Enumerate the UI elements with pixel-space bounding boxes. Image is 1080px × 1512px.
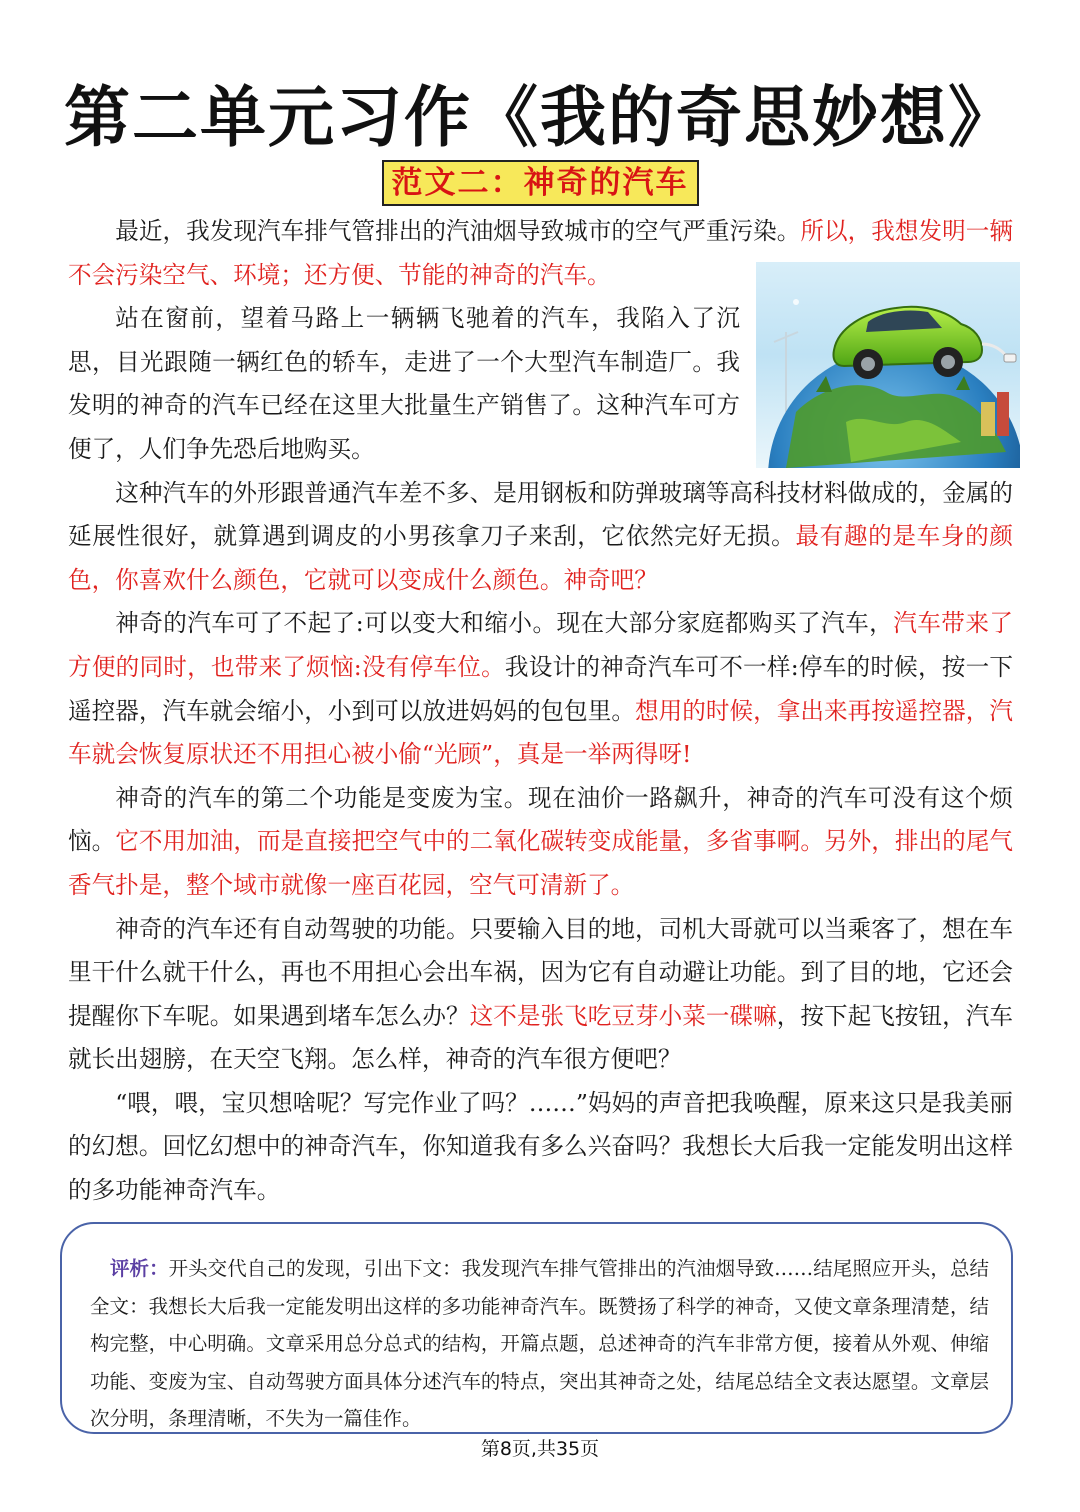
page-number: 第8页,共35页 [480, 1438, 600, 1460]
highlighted-text: 想用的时候，拿出来再按遥控器，汽车就会恢复原状还不用担心被小偷“光顾”，真是一举两得呀! [68, 696, 1014, 769]
paragraph-4 [68, 602, 1013, 776]
essay-body [68, 210, 1013, 1213]
paragraph-3 [68, 472, 1013, 603]
text: 我设计的神奇汽车可不一样:停车的时候，按一下遥控器，汽车就会缩小，小到可以放进妈妈的包包里。 [68, 652, 1013, 725]
paragraph-5 [68, 777, 1013, 908]
commentary-box [60, 1222, 1013, 1434]
commentary-label: 评析： [110, 1257, 169, 1280]
page-title: 第二单元习作《我的奇思妙想》 [64, 79, 1016, 156]
text: ，按下起飞按钮，汽车就长出翅膀，在天空飞翔。怎么样，神奇的汽车很方便吧？ [68, 1001, 1014, 1074]
text: 神奇的汽车还有自动驾驶的功能。只要输入目的地，司机大哥就可以当乘客了，想在车里干什么就干什么，再也不用担心会出车祸，因为它有自动避让功能。到了目的地，它还会提醒你下车呢。如果遇到堵车怎么办？ [68, 914, 1013, 1030]
highlighted-text: 所以，我想发明一辆不会污染空气、环境；还方便、节能的神奇的汽车。 [68, 217, 1014, 289]
commentary-text: 开头交代自己的发现，引出下文：我发现汽车排气管排出的汽油烟导致……结尾照应开头，总结全文：我想长大后我一定能发明出这样的多功能神奇汽车。既赞扬了科学的神奇，又使文章条理清楚，结构完整，中心明确。文章采用总分总式的结构，开篇点题，总述神奇的汽车非常方便，接着从外观、伸缩功能、变废为宝、自动驾驶方面具体分述汽车的特点，突出其神奇之处，结尾总结全文表达愿望。文章层次分明，条理清晰，不失为一篇佳作。 [90, 1257, 989, 1430]
paragraph-7: “喂，喂，宝贝想啥呢？写完作业了吗？……”妈妈的声音把我唤醒，原来这只是我美丽的幻想。回忆幻想中的神奇汽车，你知道我有多么兴奋吗？我想长大后我一定能发明出这样的多功能神奇汽车。 [68, 1088, 1013, 1205]
paragraph-1 [68, 210, 1013, 297]
text: 这种汽车的外形跟普通汽车差不多、是用钢板和防弹玻璃等高科技材料做成的，金属的延展性很好，就算遇到调皮的小男孩拿刀子来刮，它依然完好无损。 [68, 478, 1013, 551]
highlighted-text: 它不用加油，而是直接把空气中的二氧化碳转变成能量，多省事啊。另外，排出的尾气香气扑是，整个域市就像一座百花园，空气可清新了。 [68, 827, 1014, 899]
paragraph-2: 站在窗前，望着马路上一辆辆飞驰着的汽车，我陷入了沉思，目光跟随一辆红色的轿车，走进了一个大型汽车制造厂。我发明的神奇的汽车已经在这里大批量生产销售了。这种汽车可方便了，人们争先恐后地购买。 [68, 304, 740, 463]
subtitle: 范文二：神奇的汽车 [382, 160, 699, 206]
text: 最近，我发现汽车排气管排出的汽油烟导致城市的空气严重污染。 [115, 217, 801, 245]
highlighted-text: 最有趣的是车身的颜色，你喜欢什么颜色，它就可以变成什么颜色。神奇吧？ [68, 522, 1014, 594]
highlighted-text: 这不是张飞吃豆芽小菜一碟嘛 [469, 1001, 777, 1030]
text: 神奇的汽车可了不起了:可以变大和缩小。现在大部分家庭都购买了汽车， [115, 609, 894, 638]
text: 神奇的汽车的第二个功能是变废为宝。现在油价一路飙升，神奇的汽车可没有这个烦恼。 [68, 783, 1013, 856]
highlighted-text: 汽车带来了方便的同时，也带来了烦恼:没有停车位。 [68, 609, 1013, 681]
paragraph-6 [68, 908, 1013, 1082]
